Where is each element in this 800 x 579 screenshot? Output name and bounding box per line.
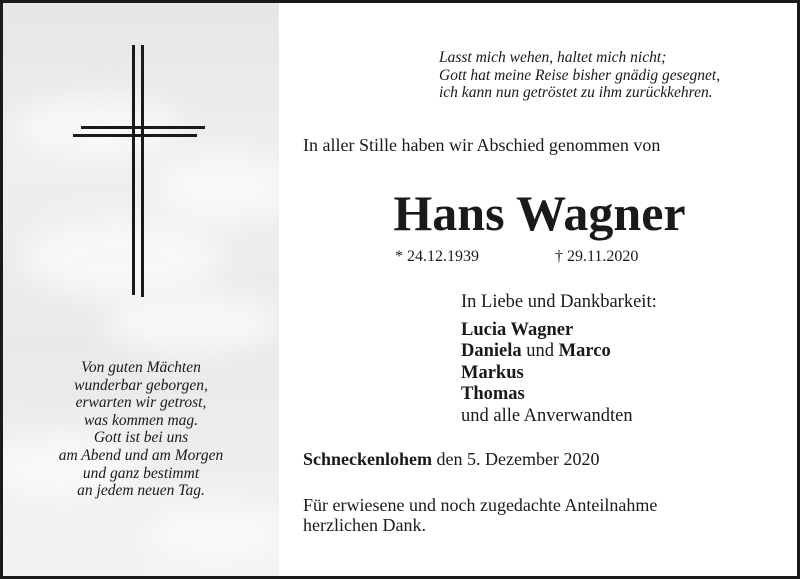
family-member: Lucia Wagner xyxy=(461,319,574,340)
top-poem-line: Lasst mich wehen, haltet mich nicht; xyxy=(439,49,667,66)
notice-date: den 5. Dezember 2020 xyxy=(436,449,600,469)
deceased-name: Hans Wagner xyxy=(393,185,686,241)
birth-date: * 24.12.1939 xyxy=(395,248,479,265)
family-block xyxy=(461,292,657,427)
side-poem-line: an jedem neuen Tag. xyxy=(77,482,205,500)
family-header: In Liebe und Dankbarkeit: xyxy=(461,292,657,312)
side-poem-line: Gott ist bei uns xyxy=(93,429,189,447)
family-member: Daniela xyxy=(461,341,522,361)
cross-icon xyxy=(3,3,279,313)
side-poem-line: Von guten Mächten xyxy=(81,359,201,376)
thanks-line: herzlichen Dank. xyxy=(303,515,426,535)
family-member: Markus xyxy=(461,362,524,383)
side-poem-line: wunderbar geborgen, xyxy=(74,376,208,394)
thanks-line: Für erwiesene und noch zugedachte Anteilnahme xyxy=(303,495,658,515)
top-poem xyxy=(439,49,779,102)
side-poem-line: und ganz bestimmt xyxy=(82,464,200,482)
place-name: Schneckenlohem xyxy=(303,449,433,469)
sky-panel xyxy=(3,3,279,576)
family-connector: und xyxy=(526,341,555,361)
family-member: Marco xyxy=(558,341,611,361)
death-date: † 29.11.2020 xyxy=(555,248,639,265)
intro-text: In aller Stille haben wir Abschied genommen von xyxy=(303,135,661,155)
top-poem-line: ich kann nun getröstet zu ihm zurückkehren. xyxy=(439,84,713,101)
side-poem-line: erwarten wir getrost, xyxy=(75,394,207,412)
thanks-text xyxy=(303,495,657,535)
family-member: Thomas xyxy=(461,384,525,404)
side-poem-line: was kommen mag. xyxy=(83,411,199,429)
top-poem-line: Gott hat meine Reise bisher gnädig gesegnet, xyxy=(439,66,721,84)
place-date-line xyxy=(303,449,599,470)
side-poem xyxy=(3,359,279,500)
side-poem-line: am Abend und am Morgen xyxy=(58,446,224,464)
family-closing: und alle Anverwandten xyxy=(461,405,633,426)
